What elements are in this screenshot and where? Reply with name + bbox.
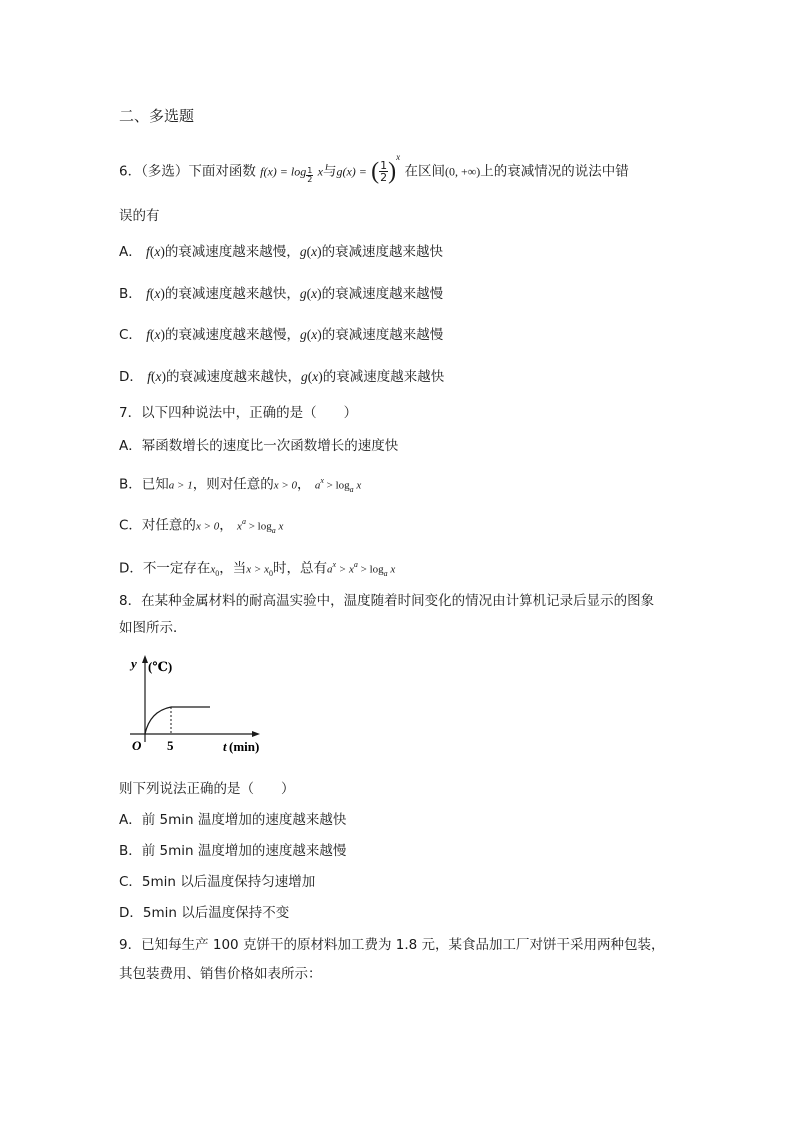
q6-f-def: f(x) = log (260, 164, 307, 179)
question-9-line1: 9．已知每生产 100 克饼干的原材料加工费为 1.8 元，某食品加工厂对饼干采用两种包装， (119, 937, 665, 953)
question-9-line2: 其包装费用、销售价格如表所示： (119, 966, 322, 982)
q7-option-b: B．已知a > 1，则对任意的x > 0， $a^x > \log_a x$ (119, 476, 362, 495)
q6-option-d: D． f(x)的衰减速度越来越快，g(x)的衰减速度越来越快 (119, 369, 445, 385)
section-title: 二、多选题 (119, 107, 195, 125)
q6-stem-c: 上的衰减情况的说法中错 (480, 163, 629, 180)
q7-option-c: C．对任意的x > 0， $x^a > \log_a x$ (119, 517, 284, 536)
q6-interval: (0, +∞) (444, 164, 481, 179)
question-8-stem-line1: 8．在某种金属材料的耐高温实验中，温度随着时间变化的情况由计算机记录后显示的图象 (119, 593, 655, 609)
q8-option-c: C．5min 以后温度保持匀速增加 (119, 874, 316, 890)
q6-option-c: C． f(x)的衰减速度越来越慢，g(x)的衰减速度越来越慢 (119, 327, 444, 343)
q8-option-a: A．前 5min 温度增加的速度越来越快 (119, 812, 347, 828)
q6-tag: （多选） (141, 163, 189, 180)
graph-curve-rising (145, 707, 171, 734)
q8-option-d: D．5min 以后温度保持不变 (119, 905, 290, 921)
q6-number: 6． (119, 163, 142, 180)
question-6-stem: 6．（多选）下面对函数 f(x) = log $\frac{1}{2}$ x与g(x) = ( $\frac{1}{2}$ )$^x$ 在区间(0, +∞)上的衰减情况的说法中错 (119, 152, 629, 185)
q7-option-d: D．不一定存在$x_0$，当$x > x_0$时，总有$a^x > x^a > \log_a x$ (119, 560, 396, 579)
q6-g-def: g(x) = (336, 164, 367, 179)
q6-option-b: B． f(x)的衰减速度越来越快，g(x)的衰减速度越来越慢 (119, 286, 444, 302)
q6-stem-b: 在区间 (404, 163, 445, 180)
graph-y-label: y (131, 656, 137, 671)
q6-f-base: $\frac{1}{2}$ (307, 165, 313, 184)
graph-origin: O (132, 738, 142, 753)
q6-conj: 与 (322, 163, 337, 180)
q7-option-a: A．幂函数增长的速度比一次函数增长的速度快 (119, 438, 399, 454)
q6-stem-a: 下面对函数 (188, 163, 256, 180)
q8-ask: 则下列说法正确的是（ ） (119, 781, 295, 797)
graph-x-arrow (252, 731, 260, 737)
graph-x-unit: (min) (229, 739, 260, 754)
q6-stem-line2: 误的有 (119, 208, 160, 224)
graph-tick-5: 5 (167, 738, 174, 753)
q6-f-arg: x (317, 164, 323, 179)
graph-x-label: t (223, 739, 227, 754)
question-7-stem: 7．以下四种说法中，正确的是（ ） (119, 405, 358, 421)
temperature-time-graph (118, 652, 266, 760)
q6-g-base: $\frac{1}{2}$ (380, 159, 388, 184)
question-8-stem-line2: 如图所示． (119, 620, 187, 636)
graph-y-unit: (℃) (148, 659, 173, 674)
q6-g-exp: x (396, 152, 401, 162)
q8-option-b: B．前 5min 温度增加的速度越来越慢 (119, 843, 347, 859)
q6-option-a: A． f(x)的衰减速度越来越慢，g(x)的衰减速度越来越快 (119, 244, 444, 260)
